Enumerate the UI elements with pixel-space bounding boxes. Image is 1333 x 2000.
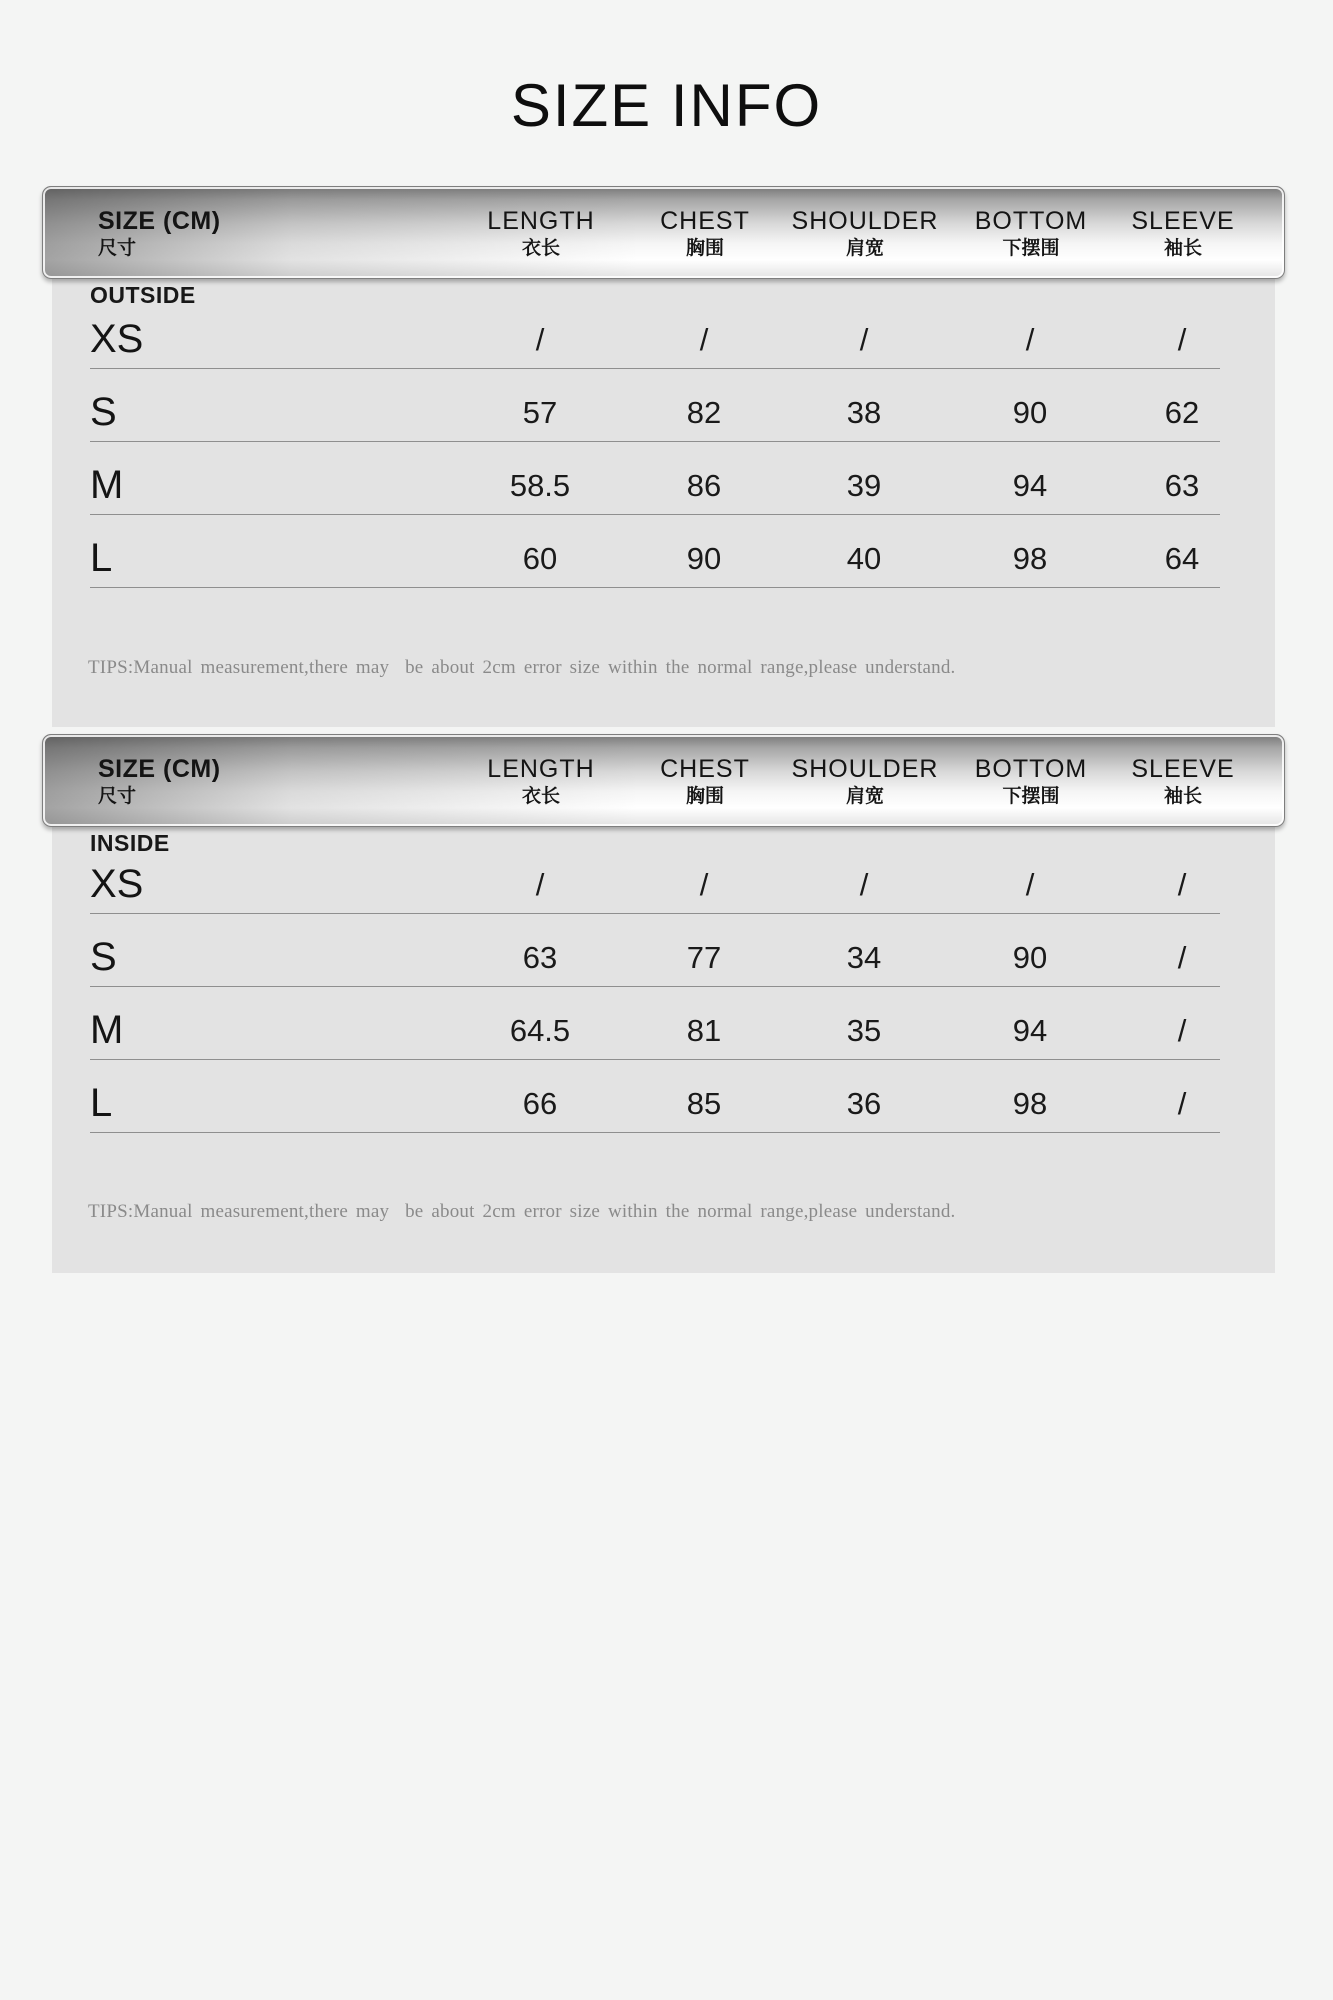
value-sleeve: 62 <box>1164 394 1200 430</box>
header-chest-zh: 胸围 <box>685 238 724 259</box>
value-shoulder: / <box>859 866 869 902</box>
table-row <box>42 296 1285 369</box>
size-label: L <box>90 536 113 580</box>
header-cell-length <box>461 206 621 262</box>
header-cell-sleeve <box>1121 754 1245 810</box>
size-label: M <box>90 1008 124 1052</box>
value-length: / <box>535 866 545 902</box>
header-shoulder-zh: 肩宽 <box>845 238 884 259</box>
value-shoulder: 38 <box>846 394 882 430</box>
value-bottom: / <box>1025 321 1035 357</box>
header-cell-bottom <box>941 754 1121 810</box>
value-chest: 82 <box>686 394 722 430</box>
value-length: 58.5 <box>509 467 571 503</box>
value-sleeve: / <box>1177 1085 1187 1121</box>
value-chest: 85 <box>686 1085 722 1121</box>
header-cell-sleeve <box>1121 206 1245 262</box>
header-cell-length <box>461 754 621 810</box>
value-chest: 86 <box>686 467 722 503</box>
group-label-outside: OUTSIDE <box>90 282 196 308</box>
header-chest-zh: 胸围 <box>685 786 724 807</box>
table-row <box>42 515 1285 588</box>
header-length-en: LENGTH <box>487 207 595 235</box>
value-sleeve: / <box>1177 321 1187 357</box>
header-size-zh: 尺寸 <box>98 786 137 807</box>
table-row <box>42 914 1285 987</box>
value-bottom: 98 <box>1012 540 1048 576</box>
table-row <box>42 841 1285 914</box>
table-row <box>42 369 1285 442</box>
size-label: XS <box>90 862 144 906</box>
value-sleeve: 63 <box>1164 467 1200 503</box>
header-length-en: LENGTH <box>487 755 595 783</box>
header-cell-size <box>43 754 461 810</box>
value-length: 66 <box>522 1085 558 1121</box>
header-sleeve-zh: 袖长 <box>1163 786 1202 807</box>
header-sleeve-zh: 袖长 <box>1163 238 1202 259</box>
value-chest: 77 <box>686 939 722 975</box>
outside-table-rows <box>42 296 1285 588</box>
header-shoulder-zh: 肩宽 <box>845 786 884 807</box>
inside-table-rows <box>42 841 1285 1133</box>
size-label: M <box>90 463 124 507</box>
value-length: 63 <box>522 939 558 975</box>
header-shoulder-en: SHOULDER <box>791 207 939 235</box>
header-cell-chest <box>621 206 789 262</box>
value-shoulder: 34 <box>846 939 882 975</box>
value-length: 57 <box>522 394 558 430</box>
header-bottom-zh: 下摆围 <box>1002 238 1060 259</box>
value-sleeve: / <box>1177 866 1187 902</box>
table-row <box>42 442 1285 515</box>
header-length-zh: 衣长 <box>521 786 560 807</box>
tips-note: TIPS:Manual measurement,there may be about 2cm error size within the normal range,please understand. <box>88 657 956 678</box>
value-bottom: 90 <box>1012 939 1048 975</box>
header-cell-size <box>43 206 461 262</box>
value-bottom: 94 <box>1012 467 1048 503</box>
header-sleeve-en: SLEEVE <box>1131 755 1235 783</box>
value-shoulder: 35 <box>846 1012 882 1048</box>
header-length-zh: 衣长 <box>521 238 560 259</box>
value-chest: 81 <box>686 1012 722 1048</box>
value-shoulder: 39 <box>846 467 882 503</box>
value-bottom: 94 <box>1012 1012 1048 1048</box>
value-chest: / <box>699 321 709 357</box>
value-length: / <box>535 321 545 357</box>
value-shoulder: 36 <box>846 1085 882 1121</box>
header-sleeve-en: SLEEVE <box>1131 207 1235 235</box>
value-length: 64.5 <box>509 1012 571 1048</box>
header-cell-chest <box>621 754 789 810</box>
size-label: XS <box>90 317 144 361</box>
header-bottom-en: BOTTOM <box>974 755 1088 783</box>
value-sleeve: / <box>1177 1012 1187 1048</box>
value-shoulder: / <box>859 321 869 357</box>
header-shoulder-en: SHOULDER <box>791 755 939 783</box>
group-label-inside: INSIDE <box>90 830 170 856</box>
inside-table-header-bar <box>42 734 1285 827</box>
table-row <box>42 1060 1285 1133</box>
size-label: S <box>90 935 117 979</box>
value-bottom: 98 <box>1012 1085 1048 1121</box>
header-chest-en: CHEST <box>660 755 750 783</box>
value-shoulder: 40 <box>846 540 882 576</box>
value-chest: / <box>699 866 709 902</box>
header-cell-shoulder <box>789 754 941 810</box>
value-sleeve: / <box>1177 939 1187 975</box>
header-size-zh: 尺寸 <box>98 238 137 259</box>
value-sleeve: 64 <box>1164 540 1200 576</box>
header-cell-bottom <box>941 206 1121 262</box>
header-size-en: SIZE (CM) <box>98 755 221 783</box>
value-length: 60 <box>522 540 558 576</box>
header-chest-en: CHEST <box>660 207 750 235</box>
header-row <box>43 735 1284 810</box>
value-chest: 90 <box>686 540 722 576</box>
header-bottom-en: BOTTOM <box>974 207 1088 235</box>
header-size-en: SIZE (CM) <box>98 207 221 235</box>
page-title: SIZE INFO <box>510 72 823 139</box>
header-cell-shoulder <box>789 206 941 262</box>
header-row <box>43 187 1284 262</box>
header-bottom-zh: 下摆围 <box>1002 786 1060 807</box>
tips-note: TIPS:Manual measurement,there may be about 2cm error size within the normal range,please understand. <box>88 1201 956 1222</box>
table-row <box>42 987 1285 1060</box>
size-label: L <box>90 1081 113 1125</box>
outside-table-header-bar <box>42 186 1285 279</box>
value-bottom: / <box>1025 866 1035 902</box>
value-bottom: 90 <box>1012 394 1048 430</box>
size-label: S <box>90 390 117 434</box>
